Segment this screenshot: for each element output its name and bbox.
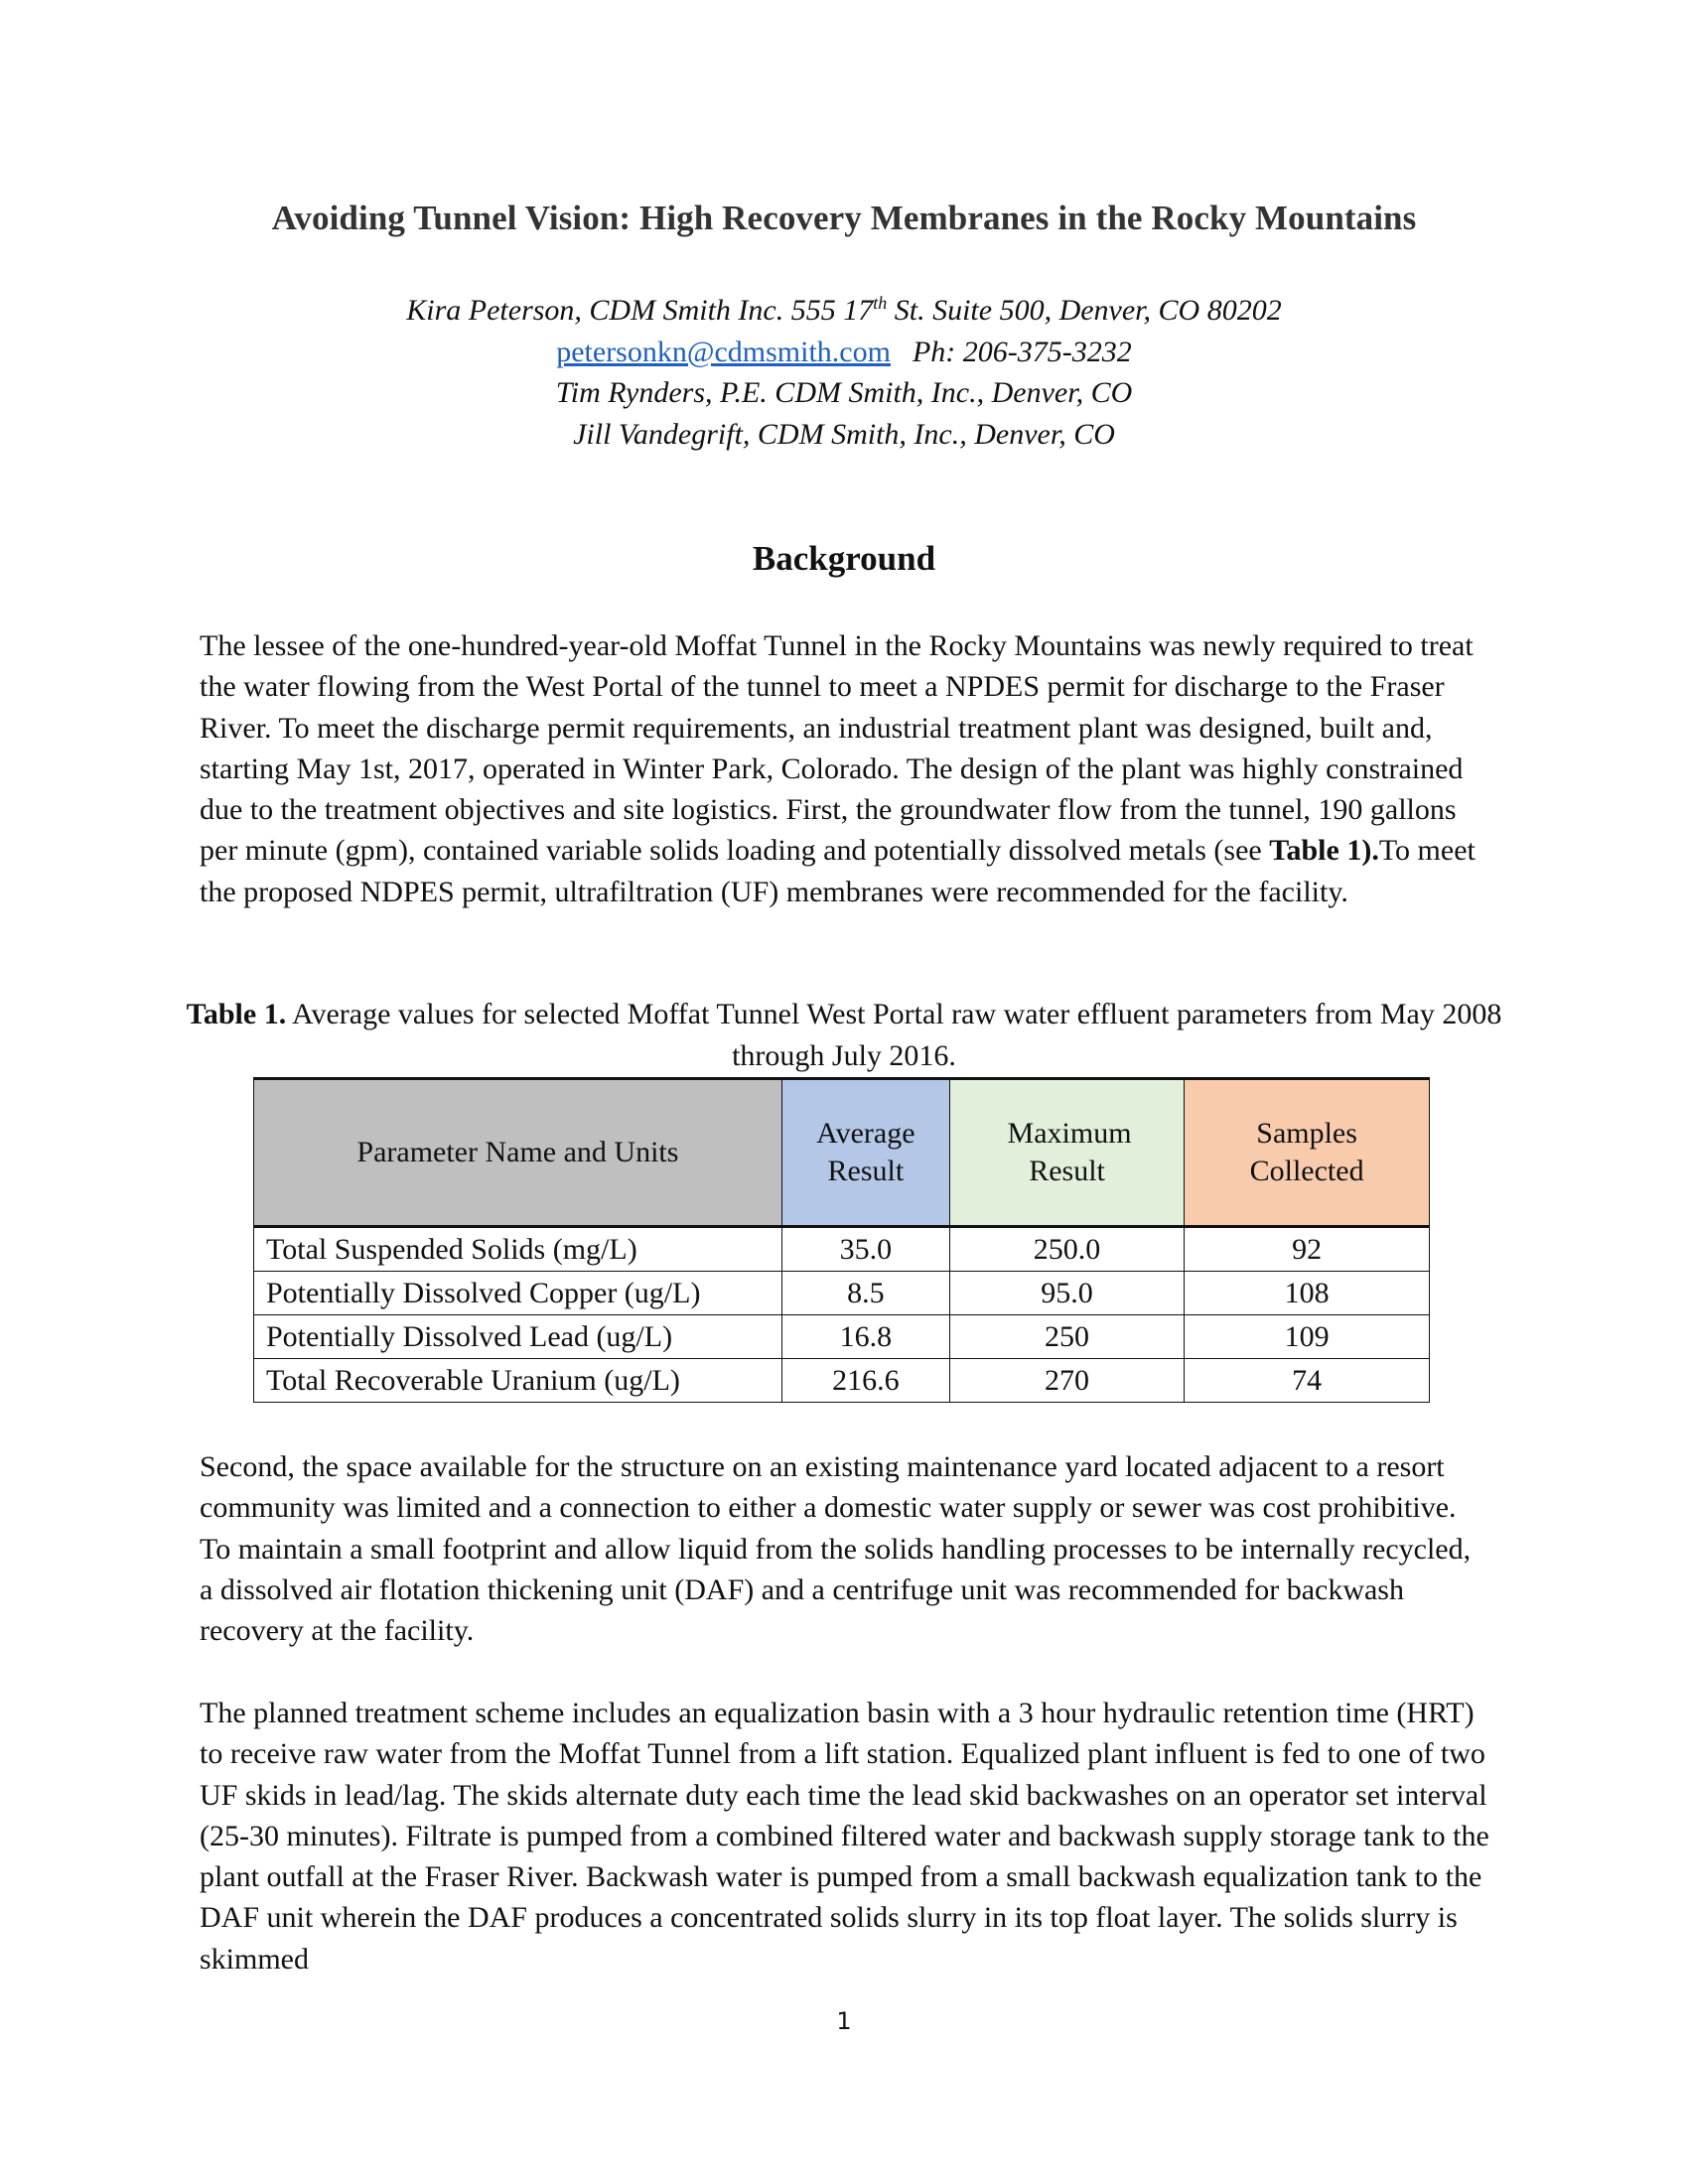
table-caption-label: Table 1.: [186, 998, 287, 1030]
table-row: [254, 1315, 1430, 1359]
cell-maximum: 250.0: [949, 1227, 1184, 1272]
cell-parameter: Potentially Dissolved Lead (ug/L): [254, 1315, 782, 1359]
author-line-third: Jill Vandegrift, CDM Smith, Inc., Denver, CO: [573, 417, 1115, 451]
email-link[interactable]: petersonkn@cdmsmith.com: [556, 335, 891, 368]
author-line-second: Tim Rynders, P.E. CDM Smith, Inc., Denver, CO: [555, 376, 1133, 409]
author-line-primary: [0, 290, 1688, 332]
author-primary-address: St. Suite 500, Denver, CO 80202: [887, 294, 1282, 327]
header-samples: [1185, 1079, 1430, 1227]
table-row: [254, 1227, 1430, 1272]
table-caption-text: Average values for selected Moffat Tunnel West Portal raw water effluent parameters from May 2008 through July 2016.: [286, 998, 1502, 1072]
cell-average: 35.0: [781, 1227, 949, 1272]
cell-average: 16.8: [781, 1315, 949, 1359]
parameters-table: [253, 1077, 1430, 1403]
cell-samples: 109: [1185, 1315, 1430, 1359]
ordinal-superscript: th: [873, 293, 888, 313]
paragraph-intro-text: The lessee of the one-hundred-year-old Moffat Tunnel in the Rocky Mountains was newly required to treat the water flowing from the West Portal of the tunnel to meet a NPDES permit for discharge to the Fraser River. To meet the discharge permit requirements, an industrial treatment plant was designed, built and, starting May 1st, 2017, operated in Winter Park, Colorado. The design of the plant was highly constrained due to the treatment objectives and site logistics. First, the groundwater flow from the tunnel, 190 gallons per minute (gpm), contained variable solids loading and potentially dissolved metals (see: [200, 629, 1474, 868]
header-maximum: [949, 1079, 1184, 1227]
cell-samples: 92: [1185, 1227, 1430, 1272]
header-samples-text: Samples Collected: [1249, 1117, 1364, 1187]
table-reference: Table 1).: [1269, 834, 1379, 868]
cell-parameter: Potentially Dissolved Copper (ug/L): [254, 1272, 782, 1315]
page-number: 1: [836, 2007, 852, 2035]
cell-parameter: Total Recoverable Uranium (ug/L): [254, 1359, 782, 1403]
cell-maximum: 250: [949, 1315, 1184, 1359]
table-caption: [179, 994, 1509, 1077]
author-contact-line: [0, 332, 1688, 373]
cell-samples: 74: [1185, 1359, 1430, 1403]
paragraph-intro: [200, 625, 1490, 912]
cell-parameter: Total Suspended Solids (mg/L): [254, 1227, 782, 1272]
table-header-row: [254, 1079, 1430, 1227]
paragraph-intro-tail: To meet the proposed NDPES permit, ultrafiltration (UF) membranes were recommended for the facility.: [200, 834, 1476, 908]
author-block: [0, 290, 1688, 455]
paragraph-treatment-scheme: The planned treatment scheme includes an equalization basin with a 3 hour hydraulic retention time (HRT) to receive raw water from the Moffat Tunnel from a lift station. Equalized plant influent is fed to one of two UF skids in lead/lag. The skids alternate duty each time the lead skid backwashes on an operator set interval (25-30 minutes). Filtrate is pumped from a combined filtered water and backwash supply storage tank to the plant outfall at the Fraser River. Backwash water is pumped from a small backwash equalization tank to the DAF unit wherein the DAF produces a concentrated solids slurry in its top float layer. The solids slurry is skimmed: [200, 1697, 1489, 1976]
cell-samples: 108: [1185, 1272, 1430, 1315]
header-maximum-text: Maximum Result: [1007, 1117, 1132, 1187]
document-title: Avoiding Tunnel Vision: High Recovery Membranes in the Rocky Mountains: [271, 199, 1417, 237]
cell-average: 216.6: [781, 1359, 949, 1403]
header-average-text: Average Result: [816, 1117, 915, 1187]
paragraph-site-constraints: Second, the space available for the structure on an existing maintenance yard located adjacent to a resort community was limited and a connection to either a domestic water supply or sewer was cost prohibitive. To maintain a small footprint and allow liquid from the solids handling processes to be internally recycled, a dissolved air flotation thickening unit (DAF) and a centrifuge unit was recommended for backwash recovery at the facility.: [200, 1450, 1472, 1648]
section-heading-background: Background: [752, 539, 936, 578]
table-row: [254, 1359, 1430, 1403]
header-average: [781, 1079, 949, 1227]
cell-maximum: 270: [949, 1359, 1184, 1403]
author-primary-text: Kira Peterson, CDM Smith Inc. 555 17: [406, 294, 874, 327]
cell-average: 8.5: [781, 1272, 949, 1315]
table-row: [254, 1272, 1430, 1315]
phone-number: Ph: 206-375-3232: [912, 335, 1132, 368]
header-parameter: Parameter Name and Units: [254, 1079, 782, 1227]
cell-maximum: 95.0: [949, 1272, 1184, 1315]
